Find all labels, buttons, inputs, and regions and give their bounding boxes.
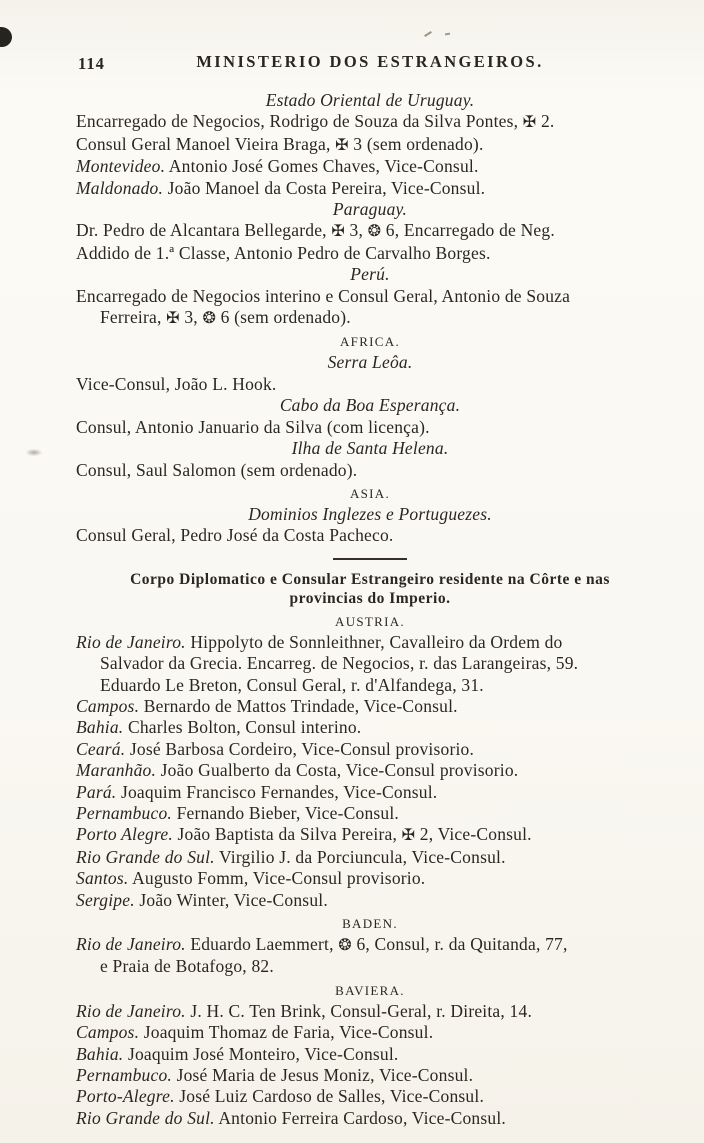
text-line	[76, 890, 664, 911]
running-title: MINISTERIO DOS ESTRANGEIROS.	[196, 52, 544, 71]
text-segment: Consul Geral Manoel Vieira Braga,	[76, 133, 336, 154]
text-line	[76, 717, 664, 738]
text-segment: Charles Bolton, Consul interino.	[123, 717, 362, 738]
text-segment: José Barbosa Cordeiro, Vice-Consul provisorio.	[125, 738, 475, 759]
place-name: Campos.	[76, 695, 140, 716]
section-heading: AUSTRIA.	[335, 613, 405, 629]
text-segment: José Maria de Jesus Moniz, Vice-Consul.	[172, 1065, 474, 1086]
section-divider	[333, 558, 407, 560]
text-segment: Antonio José Gomes Chaves, Vice-Consul.	[165, 156, 479, 177]
text-segment: Fernando Bieber, Vice-Consul.	[172, 802, 400, 823]
place-name: Sergipe.	[76, 889, 135, 910]
place-name: Bahia.	[76, 1043, 124, 1064]
place-name: Rio Grande do Sul.	[76, 846, 215, 867]
order-rosette-icon: ❂	[367, 223, 382, 241]
section-heading: BADEN.	[342, 916, 398, 931]
place-name: Santos.	[76, 868, 129, 889]
order-cross-icon: ✠	[522, 114, 537, 132]
text-segment: 6, Consul, r. da Quitanda, 77,	[351, 934, 568, 954]
text-segment: Antonio Ferreira Cardoso, Vice-Consul.	[214, 1107, 506, 1128]
place-heading: Perú.	[350, 264, 390, 285]
text-segment: José Luiz Cardoso de Salles, Vice-Consul.	[174, 1086, 485, 1107]
place-name: Porto-Alegre.	[76, 1086, 175, 1107]
text-segment: 3,	[179, 307, 203, 328]
text-segment: 3,	[344, 220, 368, 241]
text-segment: 6, Encarregado de Neg.	[381, 220, 555, 241]
text-segment: Consul, Saul Salomon (sem ordenado).	[76, 459, 358, 480]
text-line	[76, 696, 664, 717]
text-segment: Virgilio J. da Porciuncula, Vice-Consul.	[214, 846, 506, 867]
place-name: Pará.	[76, 781, 117, 802]
scan-artifact-smudge	[26, 449, 42, 456]
text-segment: Dr. Pedro de Alcantara Bellegarde,	[76, 220, 332, 241]
text-line	[76, 307, 664, 329]
text-segment: Consul Geral, Pedro José da Costa Pacheco.	[76, 525, 394, 546]
place-heading: Paraguay.	[332, 199, 408, 220]
place-name: Rio de Janeiro.	[76, 631, 186, 652]
order-cross-icon: ✠	[331, 223, 345, 241]
page-content	[76, 52, 664, 1129]
text-line	[76, 1001, 664, 1022]
text-line	[76, 1065, 664, 1086]
text-segment: Joaquim Francisco Fernandes, Vice-Consul.	[116, 781, 438, 802]
text-segment: Eduardo Laemmert,	[185, 934, 339, 954]
place-name: Rio de Janeiro.	[76, 1000, 186, 1021]
text-line	[76, 868, 664, 889]
order-rosette-icon: ❂	[202, 310, 217, 328]
text-line	[76, 739, 664, 760]
text-line	[76, 653, 664, 674]
text-segment: Encarregado de Negocios interino e Consul Geral, Antonio de Souza	[76, 285, 571, 306]
text-line	[76, 956, 664, 977]
text-segment: e Praia de Botafogo, 82.	[100, 956, 274, 977]
place-heading: Cabo da Boa Esperança.	[279, 395, 461, 416]
text-line	[76, 847, 664, 868]
text-line	[76, 220, 664, 242]
text-line	[76, 460, 664, 481]
text-segment: Joaquim Thomaz de Faria, Vice-Consul.	[139, 1022, 434, 1043]
scan-artifact-specks	[424, 22, 459, 40]
text-segment: 6 (sem ordenado).	[216, 307, 351, 328]
text-segment: Hippolyto de Sonnleithner, Cavalleiro da Ordem do	[185, 631, 563, 652]
text-line	[76, 782, 664, 803]
text-line	[76, 111, 664, 133]
text-line	[76, 417, 664, 438]
text-segment: João Baptista da Silva Pereira,	[172, 824, 402, 845]
order-cross-icon: ✠	[401, 827, 416, 845]
text-line	[76, 374, 664, 395]
text-segment: João Gualberto da Costa, Vice-Consul provisorio.	[156, 760, 519, 781]
place-name: Pernambuco.	[76, 1065, 172, 1086]
text-segment: 2.	[536, 111, 555, 132]
text-line	[76, 1086, 664, 1107]
section-heading: AFRICA.	[339, 334, 401, 350]
text-line	[76, 286, 664, 307]
place-name: Campos.	[76, 1022, 140, 1043]
text-segment: Augusto Fomm, Vice-Consul provisorio.	[128, 868, 426, 889]
corps-title-heading: provincias do Imperio.	[289, 590, 451, 608]
text-segment: Vice-Consul, João L. Hook.	[76, 373, 277, 394]
place-name: Montevideo.	[76, 156, 166, 177]
text-segment: Eduardo Le Breton, Consul Geral, r. d'Alfandega, 31.	[100, 674, 484, 695]
place-name: Maranhão.	[76, 760, 157, 781]
section-heading: BAVIERA.	[335, 982, 405, 998]
text-segment: J. H. C. Ten Brink, Consul-Geral, r. Direita, 14.	[185, 1000, 533, 1021]
order-rosette-icon: ❂	[338, 937, 352, 954]
place-name: Maldonado.	[76, 177, 164, 198]
scan-artifact-speck	[424, 31, 432, 37]
text-line	[76, 1044, 664, 1065]
text-line	[76, 803, 664, 824]
place-heading: Dominios Inglezes e Portuguezes.	[248, 503, 492, 524]
order-cross-icon: ✠	[166, 310, 180, 328]
place-heading: Ilha de Santa Helena.	[291, 438, 449, 459]
text-line	[76, 156, 664, 177]
text-segment: Addido de 1.ª Classe, Antonio Pedro de Carvalho Borges.	[76, 242, 491, 263]
place-name: Ceará.	[76, 738, 126, 759]
text-segment: Encarregado de Negocios, Rodrigo de Souza da Silva Pontes,	[76, 111, 523, 132]
text-line	[76, 632, 664, 653]
place-name: Porto Alegre.	[76, 824, 173, 845]
text-segment: 3 (sem ordenado).	[348, 133, 484, 154]
text-segment: João Winter, Vice-Consul.	[134, 889, 328, 910]
section-heading: ASIA.	[349, 485, 391, 501]
text-line	[76, 760, 664, 781]
text-segment: Bernardo de Mattos Trindade, Vice-Consul.	[139, 695, 458, 716]
text-segment: Ferreira,	[100, 307, 167, 328]
scan-artifact-blob	[0, 25, 14, 49]
place-name: Bahia.	[76, 717, 124, 738]
text-segment: 2, Vice-Consul.	[415, 824, 532, 845]
order-cross-icon: ✠	[335, 136, 349, 154]
document-body	[76, 90, 664, 1129]
text-line	[76, 1022, 664, 1043]
text-line	[76, 1108, 664, 1129]
scan-artifact-speck	[445, 33, 450, 36]
place-name: Pernambuco.	[76, 802, 172, 823]
text-line	[76, 525, 664, 546]
text-line	[76, 824, 664, 846]
page-header	[76, 52, 664, 76]
text-segment: Joaquim José Monteiro, Vice-Consul.	[123, 1043, 399, 1064]
text-line	[76, 178, 664, 199]
text-line	[76, 934, 664, 956]
text-segment: Salvador da Grecia. Encarreg. de Negocios, r. das Larangeiras, 59.	[100, 653, 579, 674]
corps-title-heading: Corpo Diplomatico e Consular Estrangeiro residente na Côrte e nas	[130, 570, 610, 588]
text-line	[76, 134, 664, 156]
place-heading: Estado Oriental de Uruguay.	[265, 90, 475, 110]
page-number: 114	[78, 54, 105, 73]
place-name: Rio de Janeiro.	[76, 934, 186, 954]
text-line	[76, 675, 664, 696]
text-line	[76, 243, 664, 264]
place-name: Rio Grande do Sul.	[76, 1107, 215, 1128]
text-segment: Consul, Antonio Januario da Silva (com licença).	[76, 416, 430, 437]
text-segment: João Manoel da Costa Pereira, Vice-Consul.	[163, 177, 486, 198]
place-heading: Serra Leôa.	[327, 352, 413, 373]
